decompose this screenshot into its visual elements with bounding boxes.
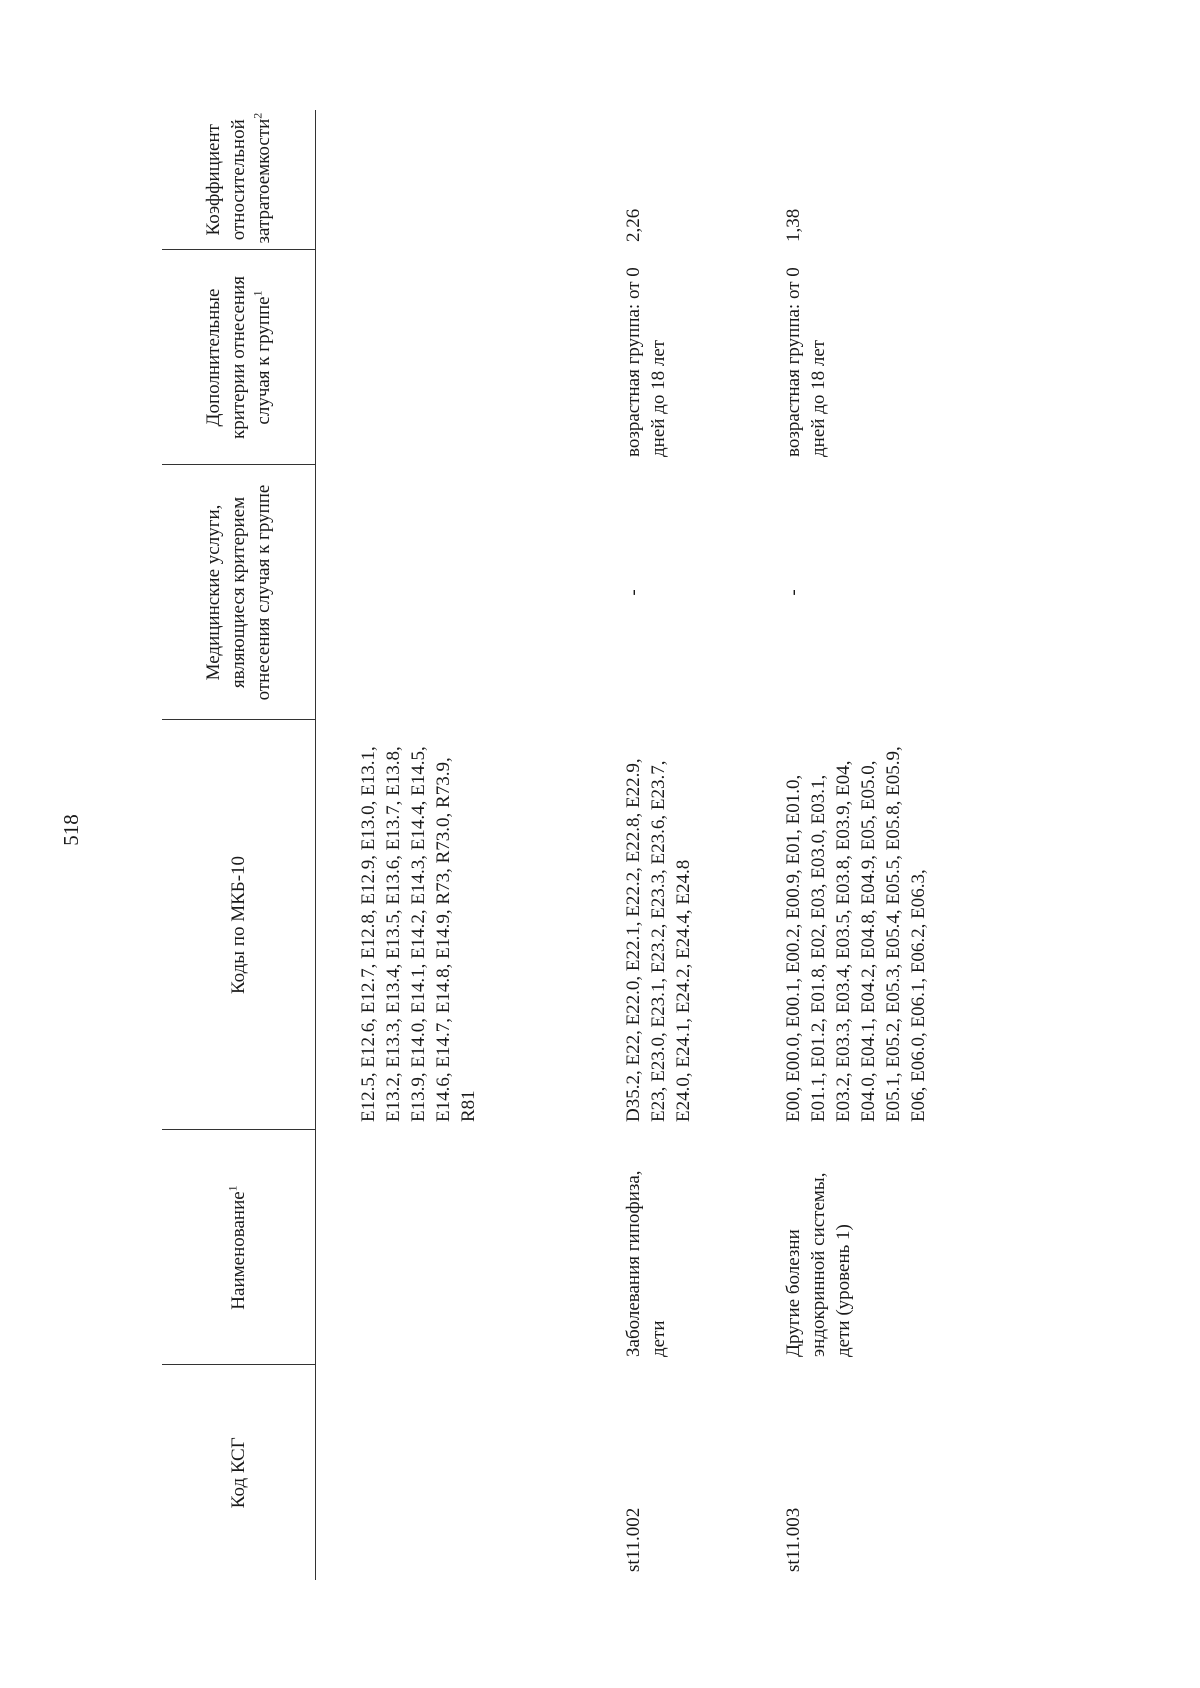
footnote-marker: 2 (250, 112, 265, 119)
cell-services (316, 465, 622, 720)
footnote-marker: 1 (225, 1185, 240, 1192)
cell-mkb: E00, E00.0, E00.1, E00.2, E00.9, E01, E01.0, E01.1, E01.2, E01.8, E02, E03, E03.0, E03.1, E03.2, E03.3, E03.4, E03.5, E03.8, E03.9, E04, E04.0, E04.1, E04.2, E04.8, E04.9, E05, E05.0, E05.1, E05.2, E05.3, E05.4, E05.5, E05.8, E05.9, E06, E06.0, E06.1, E06.2, E06.3, (783, 746, 929, 1122)
cell-mkb: D35.2, E22, E22.0, E22.1, E22.2, E22.8, E22.9, E23, E23.0, E23.1, E23.2, E23.3, E23.6, E23.7, E24.0, E24.1, E24.2, E24.4, E24.8 (623, 758, 694, 1122)
cell-code: st11.002 (623, 1507, 644, 1572)
table-row (781, 110, 981, 1580)
cell-coef: 1,38 (783, 208, 804, 242)
table-row (621, 110, 781, 1580)
cell-services: - (783, 589, 804, 596)
cell-code (316, 1365, 622, 1580)
ksg-table (162, 110, 981, 1580)
cell-name: Другие болезни эндокринной системы, дети (уровень 1) (783, 1172, 854, 1357)
header-criteria: Дополнительные критерии отнесения случая к группе$^1$ (162, 250, 316, 465)
cell-mkb: E12.5, E12.6, E12.7, E12.8, E12.9, E13.0, E13.1, E13.2, E13.3, E13.4, E13.5, E13.6, E13.7, E13.8, E13.9, E14.0, E14.1, E14.2, E14.3, E14.4, E14.5, E14.6, E14.7, E14.8, E14.9, R73, R73.0, R73.9, R81 (358, 746, 479, 1122)
page-number: 518 (59, 814, 83, 846)
header-code: Код КСГ (162, 1365, 316, 1580)
cell-coef: 2,26 (623, 208, 644, 242)
rotated-table-sheet (162, 110, 1200, 1580)
header-services: Медицинские услуги, являющиеся критерием отнесения случая к группе (162, 465, 316, 720)
cell-name (316, 1130, 622, 1365)
table-header-row (162, 110, 316, 1580)
cell-criteria: возрастная группа: от 0 дней до 18 лет (623, 267, 669, 457)
header-coef: Коэффициент относительной затратоемкости$^2$ (162, 110, 316, 250)
cell-services: - (623, 589, 644, 596)
header-mkb: Коды по МКБ-10 (162, 720, 316, 1130)
header-name: Наименование$^1$ (162, 1130, 316, 1365)
cell-coef (316, 110, 622, 250)
table-row (316, 110, 622, 1580)
cell-criteria (316, 250, 622, 465)
cell-name: Заболевания гипофиза, дети (623, 1170, 669, 1357)
cell-criteria: возрастная группа: от 0 дней до 18 лет (783, 267, 829, 457)
cell-code: st11.003 (783, 1507, 804, 1572)
footnote-marker: 1 (250, 290, 265, 297)
